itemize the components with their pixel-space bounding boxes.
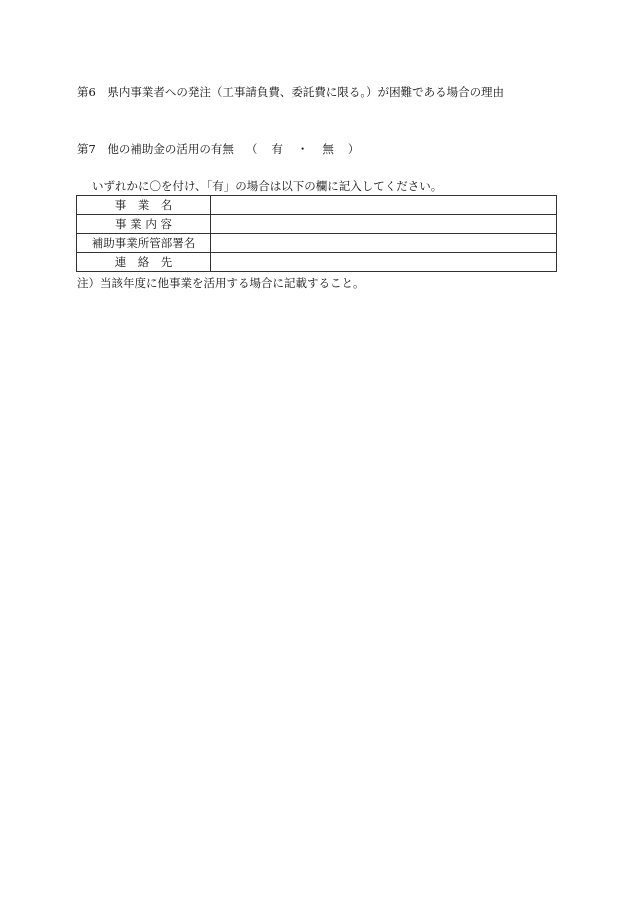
project-name-field[interactable]: [211, 196, 557, 215]
row-label-department: 補助事業所管部署名: [77, 234, 211, 253]
close-paren: ）: [347, 142, 360, 156]
contact-field[interactable]: [211, 253, 557, 272]
section7-heading: 第7 他の補助金の活用の有無: [77, 142, 234, 156]
project-content-field[interactable]: [211, 215, 557, 234]
table-row: [77, 234, 557, 253]
table-row: [77, 253, 557, 272]
open-paren: （: [245, 142, 258, 156]
section7-note: 注）当該年度に他事業を活用する場合に記載すること。: [77, 276, 365, 290]
option-yes[interactable]: 有: [271, 142, 283, 156]
section7-instruction: いずれかに〇を付け、「有」の場合は以下の欄に記入してください。: [92, 179, 443, 193]
other-subsidy-table: [76, 195, 557, 272]
table-row: [77, 215, 557, 234]
option-separator: ・: [296, 142, 309, 156]
option-no[interactable]: 無: [322, 142, 334, 156]
table-row: [77, 196, 557, 215]
row-label-project-content: 事 業 内 容: [77, 215, 211, 234]
row-label-contact: 連 絡 先: [77, 253, 211, 272]
department-field[interactable]: [211, 234, 557, 253]
section6-heading: 第6 県内事業者への発注（工事請負費、委託費に限る。）が困難である場合の理由: [77, 85, 505, 99]
section7-heading-line: [77, 141, 359, 157]
row-label-project-name: 事 業 名: [77, 196, 211, 215]
